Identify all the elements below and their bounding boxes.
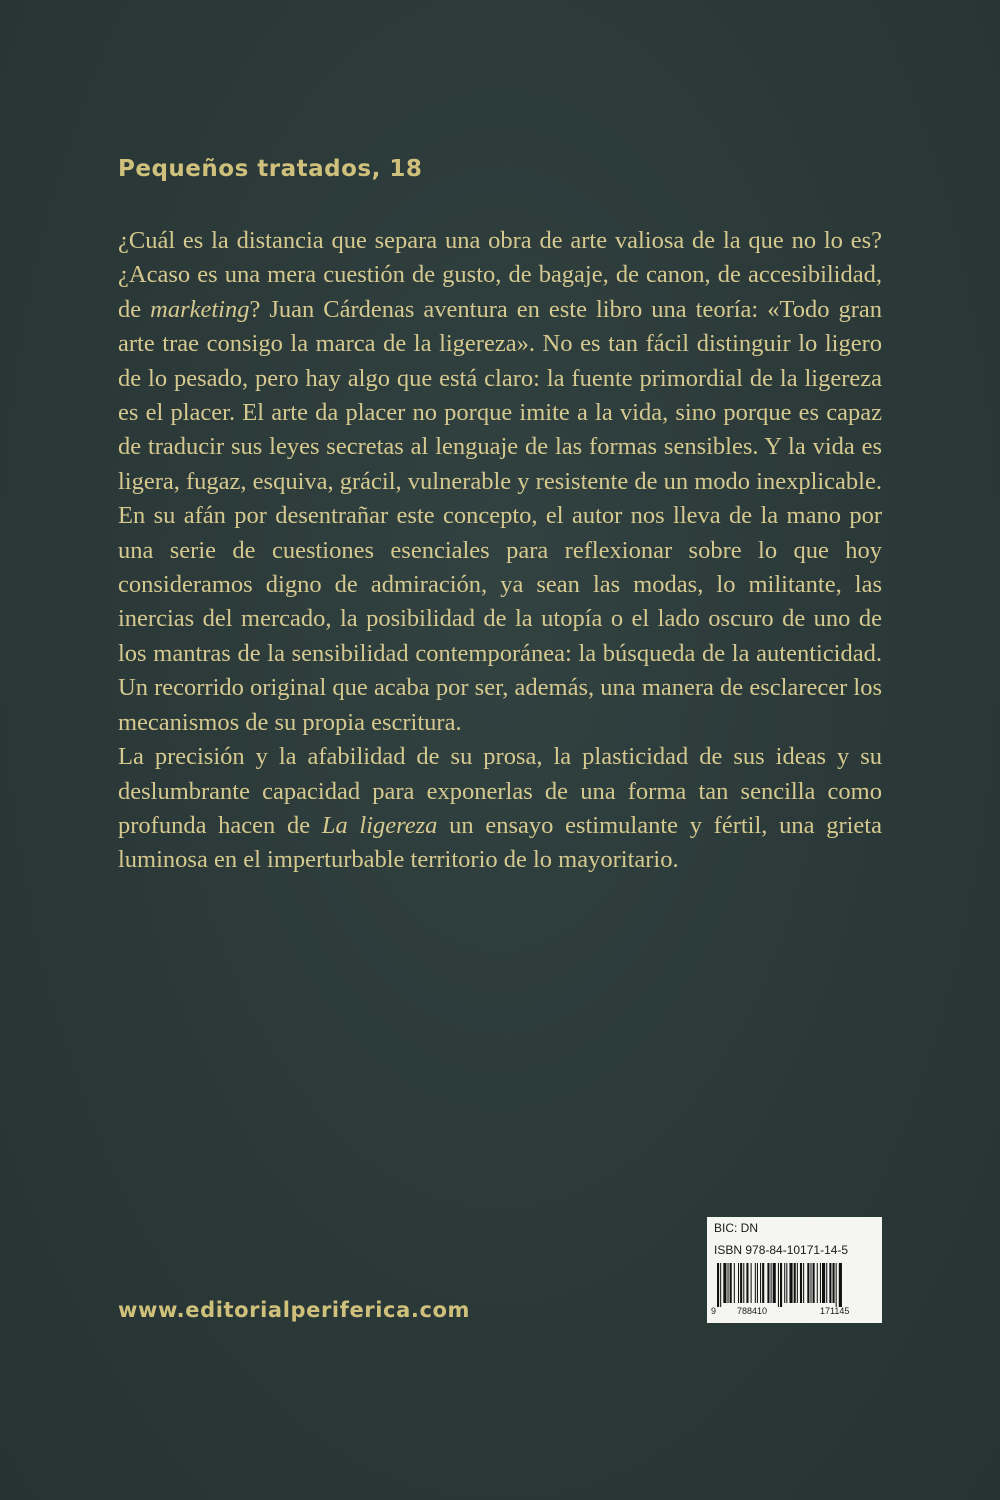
barcode-bar	[817, 1263, 818, 1303]
barcode-bar	[751, 1263, 752, 1303]
bic-code: BIC: DN	[714, 1221, 759, 1235]
barcode-bar	[773, 1263, 776, 1303]
barcode-bar	[730, 1263, 732, 1303]
paragraph-segment: La precisión y la afabilidad de su prosa, la plasticidad de sus ideas y su deslumbrante capacidad para exponerlas de una forma tan sencilla como profunda hacen de	[118, 743, 882, 839]
barcode-bar	[743, 1263, 744, 1303]
barcode-bar	[780, 1263, 782, 1307]
blurb-paragraph-3	[118, 740, 882, 878]
paragraph-segment: un ensayo estimulante y fértil, una grieta luminosa en el imperturbable territorio de lo mayoritario.	[118, 811, 882, 874]
barcode-bar	[797, 1263, 798, 1303]
blurb-text	[118, 224, 882, 878]
barcode-bar	[762, 1263, 764, 1303]
barcode-bar	[723, 1263, 726, 1303]
barcode-bar	[740, 1263, 742, 1303]
barcode-bar	[794, 1263, 796, 1303]
paragraph-segment: En su afán por desentrañar este concepto, el autor nos lleva de la mano por una serie de cuestiones esenciales para reflexionar sobre lo que hoy consideramos digno de admiración, ya sean las modas, lo militante, las inercias del mercado, la posibilidad de la utopía o el lado oscuro de uno de los mantras de la sensibilidad contemporánea: la búsqueda de la autenticidad. Un recorrido original que acaba por ser, además, una manera de esclarecer los mecanismos de su propia escritura.	[118, 502, 882, 736]
barcode-bar	[778, 1263, 779, 1307]
barcode-bar	[836, 1263, 837, 1307]
barcode-bar	[746, 1263, 748, 1303]
barcode-bar	[789, 1263, 792, 1303]
blurb-paragraph-2	[118, 499, 882, 740]
barcode-bar	[839, 1263, 842, 1307]
barcode-bar	[767, 1263, 769, 1303]
barcode-bar	[757, 1263, 758, 1303]
barcode-bar	[717, 1263, 719, 1307]
barcode-bar	[720, 1263, 721, 1307]
barcode-bar	[760, 1263, 761, 1303]
barcode-bar	[771, 1263, 772, 1303]
barcode-digits-left: 788410	[737, 1306, 768, 1316]
barcode-bar	[755, 1263, 756, 1303]
barcode-digits-right: 171145	[820, 1306, 850, 1316]
barcode-bar	[833, 1263, 835, 1303]
barcode-bar	[728, 1263, 729, 1303]
barcode-bar	[822, 1263, 825, 1303]
paragraph-segment: ¿Cuál es la distancia que separa una obra de arte valiosa de la que no lo es? ¿Acaso es una mera cuestión de gusto, de bagaje, de canon, de accesibilidad, de	[118, 227, 882, 323]
barcode-bar	[734, 1263, 735, 1303]
series-label: Pequeños tratados, 18	[118, 156, 423, 182]
isbn-number: ISBN 978-84-10171-14-5	[714, 1243, 849, 1257]
barcode-bar	[800, 1263, 802, 1303]
barcode-bar	[803, 1263, 804, 1303]
blurb-paragraph-1	[118, 224, 882, 499]
paragraph-segment: ? Juan Cárdenas aventura en este libro una teoría: «Todo gran arte trae consigo la marca de la ligereza». No es tan fácil distinguir lo ligero de lo pesado, pero hay algo que está claro: la fuente primordial de la ligereza es el placer. El arte da placer no porque imite a la vida, sino porque es capaz de traducir sus leyes secretas al lenguaje de las formas sensibles. Y la vida es ligera, fugaz, esquiva, grácil, vulnerable y resistente de un modo inexplicable.	[118, 295, 883, 495]
barcode-bar	[826, 1263, 827, 1303]
barcode-bar	[786, 1263, 787, 1303]
paragraph-segment-italic: marketing	[150, 295, 250, 323]
barcode-bar	[807, 1263, 809, 1303]
publisher-website: www.editorialperiferica.com	[118, 1298, 471, 1322]
barcode-bar	[829, 1263, 831, 1303]
barcode-digit-first: 9	[711, 1306, 717, 1316]
barcode-bar	[813, 1263, 815, 1303]
barcode-bar	[784, 1263, 785, 1303]
barcode-bar	[810, 1263, 811, 1303]
paragraph-segment-italic: La ligereza	[321, 811, 438, 839]
barcode-bar	[738, 1263, 739, 1303]
barcode-bar	[820, 1263, 821, 1303]
barcode-label	[707, 1217, 882, 1323]
barcode-bars	[715, 1263, 875, 1307]
barcode-digits	[707, 1306, 882, 1320]
